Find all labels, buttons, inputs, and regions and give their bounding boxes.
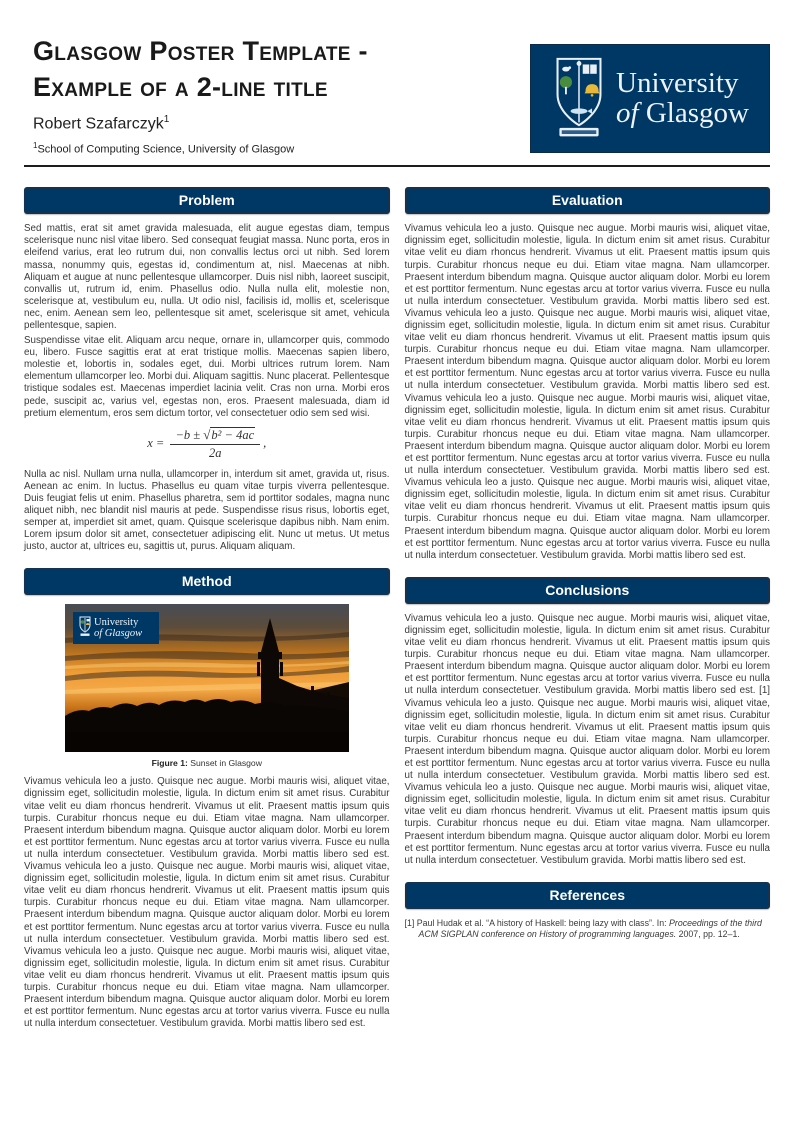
- section-header-references: References: [405, 882, 771, 909]
- sunset-photo-graphic: [65, 604, 349, 752]
- problem-paragraph-1: Sed mattis, erat sit amet gravida malesuada, elit augue egestas diam, tempus scelerisque nunc nisl vitae libero. Sed consequat feugiat massa. Nunc porta, eros in eleifend varius, erat leo rutrum dui, non convallis lectus orci ut nibh. Sed lorem massa, nonummy quis, egestas id, condimentum at, nisl. Maecenas at nibh. Aliquam et augue at nunc pellentesque ullamcorper. Duis nisl nibh, laoreet suscipit, convallis ut, rutrum id, enim. Phasellus odio. Nulla nulla elit, molestie non, scelerisque at, vestibulum eu, nulla. Ut odio nisl, facilisis id, mollis et, scelerisque nec, enim. Aenean sem leo, pellentesque sit amet, scelerisque sit amet, vehicula pellentesque, sapien.: [24, 223, 390, 331]
- figure-1: [65, 604, 349, 768]
- affiliation-marker: 1: [33, 140, 38, 150]
- sunset-photo: [65, 604, 349, 752]
- affiliation: $^1$School of Computing Science, University of Glasgow: [33, 140, 295, 156]
- poster-body: [0, 167, 794, 1033]
- svg-text:of Glasgow: of Glasgow: [93, 628, 142, 640]
- radical-sign: √: [203, 426, 211, 442]
- problem-paragraph-3: Nulla ac nisl. Nullam urna nulla, ullamcorper in, interdum sit amet, gravida ut, risus. Aenean ac enim. In luctus. Phasellus eu quam vitae turpis viverra pellentesque. Duis feugiat felis ut enim. Phasellus pharetra, sem id porttitor sodales, magna nunc aliquet nibh, nec blandit nisl mauris at pede. Suspendisse risus risus, lobortis eget, semper at, imperdiet sit amet, quam. Quisque scelerisque dapibus nibh. Nam enim. Lorem ipsum dolor sit amet, consectetuer adipiscing elit. Nunc ut metus. Ut metus justo, auctor at, ultrices eu, sagittis ut, purus. Aliquam aliquam.: [24, 468, 390, 553]
- poster-title: [33, 34, 533, 105]
- author-name: Robert Szafarczyk$^1$: [33, 114, 170, 133]
- university-wordmark: University of Glasgow: [616, 66, 749, 129]
- university-crest-icon: [551, 55, 607, 143]
- poster-header: [0, 0, 794, 155]
- title-line-2: Example of a 2-line title: [33, 71, 328, 102]
- problem-paragraph-2: Suspendisse vitae elit. Aliquam arcu neque, ornare in, ullamcorper quis, commodo eu, libero. Fusce sagittis erat at erat tristique mollis. Maecenas sapien libero, molestie et, lobortis in, sodales eget, dui. Morbi ultrices rutrum lorem. Nam elementum ullamcorper leo. Morbi dui. Aliquam sagittis. Nunc placerat. Pellentesque tristique sodales est. Maecenas imperdiet lacinia velit. Cras non urna. Morbi eros pede, suscipit ac, varius vel, egestas non, eros. Praesent malesuada, diam id pretium elementum, eros sem dictum tortor, vel consectetuer odio sem sed wisi.: [24, 335, 390, 419]
- svg-text:University: University: [93, 617, 139, 629]
- right-column: [405, 187, 771, 1033]
- fraction: $\frac{\text{−b ± √b² − 4ac}}{2a}$: [170, 427, 260, 461]
- method-paragraph: Vivamus vehicula leo a justo. Quisque nec augue. Morbi mauris wisi, aliquet vitae, dignissim eget, sollicitudin molestie, ligula. In dictum enim sit amet risus. Curabitur vitae velit eu diam rhoncus hendrerit. Vivamus ut elit. Praesent mattis ipsum quis turpis. Curabitur rhoncus neque eu dui. Etiam vitae magna. Nam ullamcorper. Praesent interdum bibendum magna. Quisque auctor aliquam dolor. Morbi eu lorem et est porttitor fermentum. Nunc egestas arcu at tortor varius viverra. Fusce eu nulla ut nulla interdum consectetuer. Vestibulum gravida. Morbi mattis libero sed est. Vivamus vehicula leo a justo. Quisque nec augue. Morbi mauris wisi, aliquet vitae, dignissim eget, sollicitudin molestie, ligula. In dictum enim sit amet risus. Curabitur vitae velit eu diam rhoncus hendrerit. Vivamus ut elit. Praesent mattis ipsum quis turpis. Curabitur rhoncus neque eu dui. Etiam vitae magna. Nam ullamcorper. Praesent interdum bibendum magna. Quisque auctor aliquam dolor. Morbi eu lorem et est porttitor fermentum. Nunc egestas arcu at tortor varius viverra. Fusce eu nulla ut nulla interdum consectetuer. Vestibulum gravida. Morbi mattis libero sed est. Vivamus vehicula leo a justo. Quisque nec augue. Morbi mauris wisi, aliquet vitae, dignissim eget, sollicitudin molestie, ligula. In dictum enim sit amet risus. Curabitur vitae velit eu diam rhoncus hendrerit. Vivamus ut elit. Praesent mattis ipsum quis turpis. Curabitur rhoncus neque eu dui. Etiam vitae magna. Nam ullamcorper. Praesent interdum bibendum magna. Quisque auctor aliquam dolor. Morbi eu lorem et est porttitor fermentum. Nunc egestas arcu at tortor varius viverra. Fusce eu nulla ut nulla interdum consectetuer. Vestibulum gravida. Morbi mattis libero sed est.: [24, 776, 390, 1030]
- conclusions-paragraph: Vivamus vehicula leo a justo. Quisque nec augue. Morbi mauris wisi, aliquet vitae, dignissim eget, sollicitudin molestie, ligula. In dictum enim sit amet risus. Curabitur vitae velit eu diam rhoncus hendrerit. Vivamus ut elit. Praesent mattis ipsum quis turpis. Curabitur rhoncus neque eu dui. Etiam vitae magna. Nam ullamcorper. Praesent interdum bibendum magna. Quisque auctor aliquam dolor. Morbi eu lorem et est porttitor fermentum. Nunc egestas arcu at tortor varius viverra. Fusce eu nulla ut nulla interdum consectetuer. Vestibulum gravida. Morbi mattis libero sed est. [1] Vivamus vehicula leo a justo. Quisque nec augue. Morbi mauris wisi, aliquet vitae, dignissim eget, sollicitudin molestie, ligula. In dictum enim sit amet risus. Curabitur vitae velit eu diam rhoncus hendrerit. Vivamus ut elit. Praesent mattis ipsum quis turpis. Curabitur rhoncus neque eu dui. Etiam vitae magna. Nam ullamcorper. Praesent interdum bibendum magna. Quisque auctor aliquam dolor. Morbi eu lorem et est porttitor fermentum. Nunc egestas arcu at tortor varius viverra. Fusce eu nulla ut nulla interdum consectetuer. Vestibulum gravida. Morbi mattis libero sed est. Vivamus vehicula leo a justo. Quisque nec augue. Morbi mauris wisi, aliquet vitae, dignissim eget, sollicitudin molestie, ligula. In dictum enim sit amet risus. Curabitur vitae velit eu diam rhoncus hendrerit. Vivamus ut elit. Praesent mattis ipsum quis turpis. Curabitur rhoncus neque eu dui. Etiam vitae magna. Nam ullamcorper. Praesent interdum bibendum magna. Quisque auctor aliquam dolor. Morbi eu lorem et est porttitor fermentum. Nunc egestas arcu at tortor varius viverra. Fusce eu nulla ut nulla interdum consectetuer. Vestibulum gravida. Morbi mattis libero sed est.: [404, 612, 770, 866]
- figure-1-caption: Figure 1: Sunset in Glasgow: [151, 758, 262, 769]
- photo-logo-badge: [73, 612, 159, 644]
- quadratic-formula-equation: x = $\frac{\text{−b ± √b² − 4ac}}{2a}$ ,: [147, 426, 267, 460]
- reference-item-1: [1] Paul Hudak et al. “A history of Haskell: being lazy with class”. In: Proceedings of the third ACM SIGPLAN conference on History of programming languages. 2007, pp. 12–1.: [404, 917, 762, 940]
- evaluation-paragraph: Vivamus vehicula leo a justo. Quisque nec augue. Morbi mauris wisi, aliquet vitae, dignissim eget, sollicitudin molestie, ligula. In dictum enim sit amet risus. Curabitur vitae velit eu diam rhoncus hendrerit. Vivamus ut elit. Praesent mattis ipsum quis turpis. Curabitur rhoncus neque eu dui. Etiam vitae magna. Nam ullamcorper. Praesent interdum bibendum magna. Quisque auctor aliquam dolor. Morbi eu lorem et est porttitor fermentum. Nunc egestas arcu at tortor varius viverra. Fusce eu nulla ut nulla interdum consectetuer. Vestibulum gravida. Morbi mattis libero sed est. Vivamus vehicula leo a justo. Quisque nec augue. Morbi mauris wisi, aliquet vitae, dignissim eget, sollicitudin molestie, ligula. In dictum enim sit amet risus. Curabitur vitae velit eu diam rhoncus hendrerit. Vivamus ut elit. Praesent mattis ipsum quis turpis. Curabitur rhoncus neque eu dui. Etiam vitae magna. Nam ullamcorper. Praesent interdum bibendum magna. Quisque auctor aliquam dolor. Morbi eu lorem et est porttitor fermentum. Nunc egestas arcu at tortor varius viverra. Fusce eu nulla ut nulla interdum consectetuer. Vestibulum gravida. Morbi mattis libero sed est. Vivamus vehicula leo a justo. Quisque nec augue. Morbi mauris wisi, aliquet vitae, dignissim eget, sollicitudin molestie, ligula. In dictum enim sit amet risus. Curabitur vitae velit eu diam rhoncus hendrerit. Vivamus ut elit. Praesent mattis ipsum quis turpis. Curabitur rhoncus neque eu dui. Etiam vitae magna. Nam ullamcorper. Praesent interdum bibendum magna. Quisque auctor aliquam dolor. Morbi eu lorem et est porttitor fermentum. Nunc egestas arcu at tortor varius viverra. Fusce eu nulla ut nulla interdum consectetuer. Vestibulum gravida. Morbi mattis libero sed est. Vivamus vehicula leo a justo. Quisque nec augue. Morbi mauris wisi, aliquet vitae, dignissim eget, sollicitudin molestie, ligula. In dictum enim sit amet risus. Curabitur vitae velit eu diam rhoncus hendrerit. Vivamus ut elit. Praesent mattis ipsum quis turpis. Curabitur rhoncus neque eu dui. Etiam vitae magna. Nam ullamcorper. Praesent interdum bibendum magna. Quisque auctor aliquam dolor. Morbi eu lorem et est porttitor fermentum. Nunc egestas arcu at tortor varius viverra. Fusce eu nulla ut nulla interdum consectetuer. Vestibulum gravida. Morbi mattis libero sed est.: [404, 223, 770, 561]
- section-header-problem: Problem: [24, 187, 390, 214]
- section-header-method: Method: [24, 568, 390, 595]
- university-logo: [530, 44, 770, 153]
- section-header-conclusions: Conclusions: [405, 577, 771, 604]
- title-line-1: Glasgow Poster Template -: [33, 36, 368, 66]
- left-column: [24, 187, 390, 1033]
- author-affiliation-marker: 1: [163, 114, 170, 126]
- section-header-evaluation: Evaluation: [405, 187, 771, 214]
